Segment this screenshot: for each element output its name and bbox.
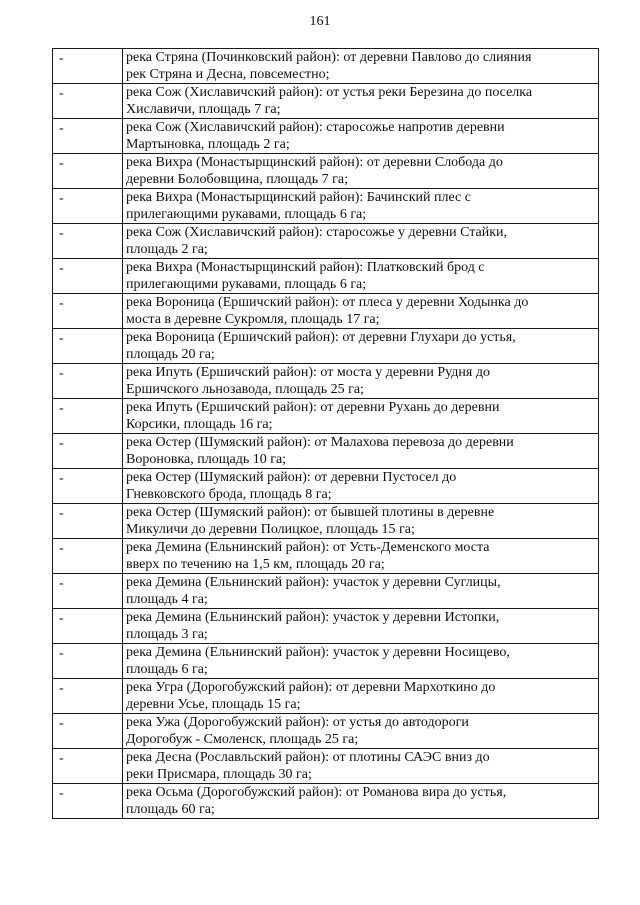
row-marker: - [53,609,123,644]
row-marker: - [53,644,123,679]
row-marker: - [53,84,123,119]
row-description-line: река Ипуть (Ершичский район): от деревни Рухань до деревни [126,400,500,415]
row-description [123,154,599,189]
row-description-line: река Ипуть (Ершичский район): от моста у деревни Рудня до [126,365,490,380]
table-row [53,49,599,84]
row-marker: - [53,679,123,714]
row-description-line: река Вороница (Ершичский район): от плеса у деревни Ходынка до [126,295,529,310]
row-description-line: моста в деревне Сукромля, площадь 17 га; [126,312,380,327]
table-row [53,364,599,399]
table-body [53,49,599,819]
row-description-line: река Ужа (Дорогобужский район): от устья до автодороги [126,715,469,730]
row-marker: - [53,49,123,84]
row-marker: - [53,259,123,294]
row-description-line: река Десна (Рославльский район): от плотины САЭС вниз до [126,750,490,765]
row-marker: - [53,364,123,399]
table-row [53,224,599,259]
row-description-line: река Остер (Шумяский район): от бывшей плотины в деревне [126,505,495,520]
row-description-line: Мартыновка, площадь 2 га; [126,137,290,152]
row-description-line: река Сож (Хиславичский район): от устья реки Березина до поселка [126,85,533,100]
row-marker: - [53,294,123,329]
row-description-line: река Сож (Хиславичский район): старосожье у деревни Стайки, [126,225,508,240]
row-description-line: река Демина (Ельнинский район): участок у деревни Носищево, [126,645,510,660]
row-description [123,609,599,644]
row-marker: - [53,784,123,819]
row-description [123,679,599,714]
row-marker: - [53,539,123,574]
row-description-line: Гневковского брода, площадь 8 га; [126,487,332,502]
row-description-line: река Стряна (Починковский район): от деревни Павлово до слияния [126,50,532,65]
row-marker: - [53,399,123,434]
row-description-line: река Остер (Шумяский район): от Малахова перевоза до деревни [126,435,514,450]
row-marker: - [53,329,123,364]
table-row [53,504,599,539]
row-description [123,539,599,574]
row-description [123,49,599,84]
row-marker: - [53,574,123,609]
row-marker: - [53,224,123,259]
table-row [53,434,599,469]
row-description [123,294,599,329]
row-description-line: река Вихра (Монастырщинский район): Платковский брод с [126,260,485,275]
row-description-line: река Остер (Шумяский район): от деревни Пустосел до [126,470,457,485]
row-marker: - [53,189,123,224]
row-description-line: река Вихра (Монастырщинский район): Бачинский плес с [126,190,471,205]
row-description-line: река Вороница (Ершичский район): от деревни Глухари до устья, [126,330,516,345]
row-description-line: Хиславичи, площадь 7 га; [126,102,281,117]
row-description-line: река Демина (Ельнинский район): от Усть-Деменского моста [126,540,490,555]
row-description [123,714,599,749]
table-row [53,189,599,224]
row-marker: - [53,154,123,189]
row-marker: - [53,749,123,784]
table-row [53,784,599,819]
row-description-line: река Вихра (Монастырщинский район): от деревни Слобода до [126,155,503,170]
table-row [53,539,599,574]
row-description-line: реки Присмара, площадь 30 га; [126,767,312,782]
row-description [123,469,599,504]
row-marker: - [53,119,123,154]
table-row [53,749,599,784]
row-marker: - [53,434,123,469]
row-description-line: вверх по течению на 1,5 км, площадь 20 га; [126,557,385,572]
row-description [123,189,599,224]
row-marker: - [53,714,123,749]
table-row [53,574,599,609]
row-description-line: площадь 4 га; [126,592,208,607]
row-description [123,224,599,259]
row-description [123,784,599,819]
row-description [123,749,599,784]
row-description-line: рек Стряна и Десна, повсеместно; [126,67,330,82]
table-row [53,119,599,154]
row-description [123,119,599,154]
row-description [123,644,599,679]
table-row [53,154,599,189]
row-description-line: площадь 3 га; [126,627,208,642]
row-description-line: площадь 20 га; [126,347,215,362]
row-description-line: Дорогобуж - Смоленск, площадь 25 га; [126,732,359,747]
row-description-line: река Сож (Хиславичский район): старосожье напротив деревни [126,120,505,135]
row-marker: - [53,504,123,539]
regulation-table [52,48,599,819]
row-description-line: река Осьма (Дорогобужский район): от Романова вира до устья, [126,785,507,800]
table-row [53,399,599,434]
table-row [53,294,599,329]
table-row [53,84,599,119]
row-description-line: прилегающими рукавами, площадь 6 га; [126,207,367,222]
row-description [123,434,599,469]
row-description-line: деревни Болобовщина, площадь 7 га; [126,172,349,187]
row-description-line: площадь 6 га; [126,662,208,677]
row-description [123,399,599,434]
row-description [123,574,599,609]
row-description-line: прилегающими рукавами, площадь 6 га; [126,277,367,292]
row-description-line: деревни Усье, площадь 15 га; [126,697,301,712]
row-description-line: Корсики, площадь 16 га; [126,417,273,432]
row-description-line: река Демина (Ельнинский район): участок у деревни Суглицы, [126,575,501,590]
row-marker: - [53,469,123,504]
table-row [53,609,599,644]
row-description-line: река Угра (Дорогобужский район): от деревни Мархоткино до [126,680,496,695]
row-description [123,84,599,119]
row-description [123,504,599,539]
table-row [53,679,599,714]
table-row [53,644,599,679]
row-description [123,259,599,294]
row-description [123,329,599,364]
row-description-line: Микуличи до деревни Полицкое, площадь 15 га; [126,522,415,537]
row-description-line: площадь 2 га; [126,242,208,257]
row-description-line: Вороновка, площадь 10 га; [126,452,287,467]
row-description-line: река Демина (Ельнинский район): участок у деревни Истопки, [126,610,500,625]
table-row [53,714,599,749]
page-number: 161 [309,14,331,29]
table-row [53,259,599,294]
table-row [53,469,599,504]
row-description [123,364,599,399]
row-description-line: Ершичского льнозавода, площадь 25 га; [126,382,364,397]
row-description-line: площадь 60 га; [126,802,215,817]
table-row [53,329,599,364]
